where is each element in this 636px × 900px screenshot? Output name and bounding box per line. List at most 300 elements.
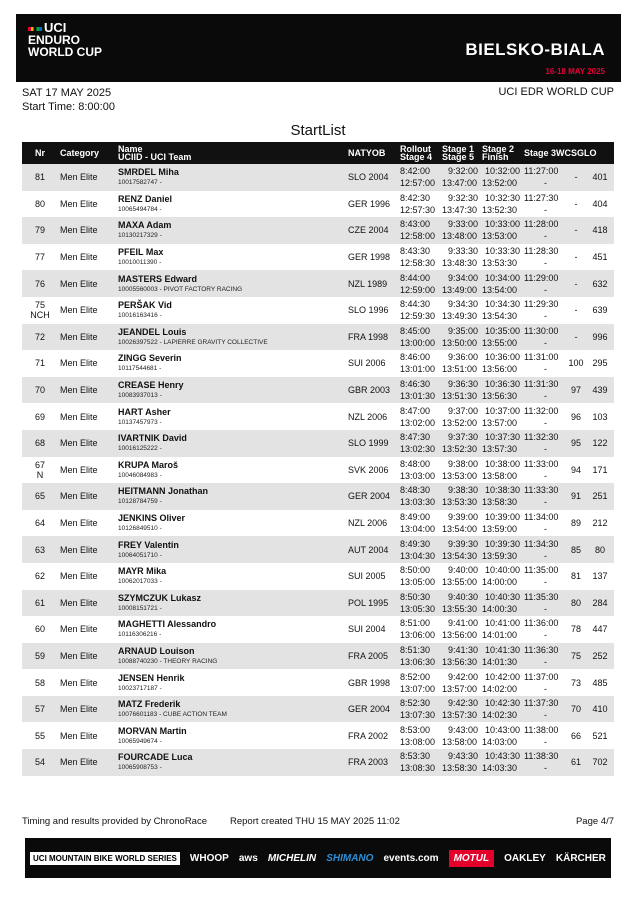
time-stage1: 9:32:00 [447, 166, 478, 177]
stage1-stage5-times [440, 297, 480, 324]
time-finish: 13:54:00 [482, 284, 518, 295]
rollout-stage4-times [398, 643, 440, 670]
rider-category: Men Elite [60, 597, 98, 608]
time-stage5: 13:54:00 [442, 524, 478, 535]
rider-natyob: FRA 2003 [348, 757, 389, 768]
time-stage4: 13:02:30 [400, 444, 436, 455]
time-placeholder: - [544, 710, 547, 721]
time-stage3: 11:37:30 [524, 698, 559, 709]
time-finish: 13:53:30 [482, 258, 518, 269]
footer-page: Page 4/7 [575, 816, 614, 827]
time-stage1: 9:33:00 [447, 219, 478, 230]
uci-rainbow-stripes-icon [28, 27, 42, 31]
table-row [22, 749, 614, 776]
time-stage4: 13:03:00 [400, 470, 436, 481]
wcs-rank: 94 [570, 464, 581, 475]
col-stage1 [440, 142, 480, 164]
time-stage4: 13:08:30 [400, 763, 436, 774]
time-placeholder: - [544, 204, 547, 215]
table-row [22, 722, 614, 749]
rider-name: FOURCADE Luca [118, 752, 193, 763]
rider-name-cell [116, 483, 346, 510]
time-stage5: 13:48:30 [442, 258, 478, 269]
race-date: SAT 17 MAY 2025 [22, 87, 112, 99]
rider-natyob: AUT 2004 [348, 544, 389, 555]
time-stage2: 10:32:30 [484, 192, 520, 203]
rider-uciid-team: 10126849510 - [118, 525, 162, 533]
rider-nr: 63 [34, 544, 45, 555]
table-row [22, 350, 614, 377]
time-finish: 13:56:30 [482, 391, 518, 402]
stage1-stage5-times [440, 722, 480, 749]
time-stage4: 13:03:30 [400, 497, 436, 508]
rider-nr: 57 [34, 704, 45, 715]
time-stage1: 9:36:00 [447, 352, 478, 363]
time-stage3: 11:34:00 [524, 512, 559, 523]
time-stage5: 13:56:30 [442, 656, 478, 667]
table-row [22, 244, 614, 271]
rider-nr: 75 NCH [30, 300, 50, 321]
sponsor-motul: MOTUL [449, 850, 495, 867]
time-stage5: 13:53:30 [442, 497, 478, 508]
time-stage4: 13:04:00 [400, 524, 436, 535]
stage1-stage5-times [440, 270, 480, 297]
time-stage3: 11:32:00 [524, 405, 559, 416]
rollout-stage4-times [398, 244, 440, 271]
time-finish: 13:58:00 [482, 470, 518, 481]
rider-uciid-team: 10010011390 - [118, 259, 162, 267]
header-left [22, 86, 115, 114]
rollout-stage4-times [398, 669, 440, 696]
rider-name-cell [116, 669, 346, 696]
time-rollout: 8:43:00 [400, 219, 431, 230]
wcs-rank: 81 [570, 571, 581, 582]
time-stage5: 13:57:00 [442, 683, 478, 694]
rider-name-cell [116, 403, 346, 430]
stage3-time [522, 457, 566, 484]
stage2-finish-times [480, 191, 522, 218]
rollout-stage4-times [398, 217, 440, 244]
time-rollout: 8:53:00 [400, 724, 431, 735]
time-stage5: 13:52:00 [442, 417, 478, 428]
time-stage3: 11:27:00 [524, 166, 559, 177]
wcs-rank: - [574, 305, 578, 316]
table-row [22, 164, 614, 191]
rider-natyob: SUI 2004 [348, 624, 386, 635]
glo-rank: 295 [592, 358, 608, 369]
time-stage5: 13:55:30 [442, 603, 478, 614]
stage2-finish-times [480, 457, 522, 484]
wcs-rank: - [574, 331, 578, 342]
time-finish: 14:01:00 [482, 630, 518, 641]
time-rollout: 8:45:00 [400, 325, 431, 336]
rollout-stage4-times [398, 536, 440, 563]
wcs-rank: 91 [570, 491, 581, 502]
table-row [22, 643, 614, 670]
rider-name: ARNAUD Louison [118, 645, 195, 656]
stage3-time [522, 669, 566, 696]
stage2-finish-times [480, 164, 522, 191]
time-stage5: 13:47:30 [442, 204, 478, 215]
rider-nr: 62 [34, 571, 45, 582]
glo-rank: 103 [592, 411, 608, 422]
rider-nr: 59 [34, 650, 45, 661]
time-stage1: 9:43:30 [447, 751, 478, 762]
rider-nr: 80 [34, 198, 45, 209]
rider-name: ZINGG Severin [118, 353, 182, 364]
rider-uciid-team: 10016125222 - [118, 445, 162, 453]
time-stage1: 9:40:30 [447, 591, 478, 602]
rider-nr: 54 [34, 757, 45, 768]
stage1-stage5-times [440, 590, 480, 617]
rider-nr: 64 [34, 518, 45, 529]
wcs-rank: - [574, 225, 578, 236]
rider-nr: 79 [34, 225, 45, 236]
rider-uciid-team: 10017582747 - [118, 179, 162, 187]
rider-nr: 58 [34, 677, 45, 688]
time-placeholder: - [544, 630, 547, 641]
event-dates: 16-18 MAY 2025 [545, 67, 605, 76]
time-finish: 13:55:00 [482, 337, 518, 348]
time-stage3: 11:37:00 [524, 671, 559, 682]
table-row [22, 403, 614, 430]
rider-category: Men Elite [60, 491, 98, 502]
rollout-stage4-times [398, 270, 440, 297]
table-row [22, 510, 614, 537]
time-placeholder: - [544, 603, 547, 614]
time-rollout: 8:47:30 [400, 432, 431, 443]
table-row [22, 430, 614, 457]
rider-name-cell [116, 749, 346, 776]
rider-name: HEITMANN Jonathan [118, 486, 208, 497]
time-stage1: 9:34:30 [447, 299, 478, 310]
time-stage3: 11:36:30 [524, 644, 559, 655]
rollout-stage4-times [398, 297, 440, 324]
rider-name-cell [116, 324, 346, 351]
rider-natyob: POL 1995 [348, 597, 389, 608]
time-finish: 13:53:00 [482, 231, 518, 242]
wcs-rank: 73 [570, 677, 581, 688]
sponsor-shimano: SHIMANO [326, 852, 374, 864]
table-row [22, 457, 614, 484]
time-stage2: 10:39:00 [484, 512, 520, 523]
time-stage2: 10:41:00 [484, 618, 520, 629]
col-rollout [398, 142, 440, 164]
wcs-rank: 75 [570, 650, 581, 661]
time-stage2: 10:40:00 [484, 565, 520, 576]
rider-uciid-team: 10128784759 - [118, 498, 162, 506]
time-rollout: 8:53:30 [400, 751, 431, 762]
time-finish: 14:02:30 [482, 710, 518, 721]
time-placeholder: - [544, 550, 547, 561]
rider-natyob: SLO 2004 [348, 172, 389, 183]
rider-category: Men Elite [60, 650, 98, 661]
glo-rank: 122 [592, 438, 608, 449]
stage3-time [522, 403, 566, 430]
time-stage1: 9:41:00 [447, 618, 478, 629]
time-rollout: 8:44:00 [400, 272, 431, 283]
col-stage2-b: Finish [482, 152, 509, 162]
rider-nr: 70 [34, 385, 45, 396]
rider-uciid-team: 10076601183 - CUBE ACTION TEAM [118, 711, 227, 719]
time-stage3: 11:28:00 [524, 219, 559, 230]
stage2-finish-times [480, 616, 522, 643]
rider-nr: 76 [34, 278, 45, 289]
time-stage4: 13:04:30 [400, 550, 436, 561]
stage3-time [522, 643, 566, 670]
time-placeholder: - [544, 736, 547, 747]
time-placeholder: - [544, 364, 547, 375]
time-placeholder: - [544, 683, 547, 694]
rider-uciid-team: 10083937013 - [118, 392, 162, 400]
rider-category: Men Elite [60, 278, 98, 289]
rollout-stage4-times [398, 696, 440, 723]
wcs-rank: 78 [570, 624, 581, 635]
time-finish: 14:01:30 [482, 656, 518, 667]
event-name: BIELSKO-BIALA [465, 40, 605, 59]
time-stage4: 13:07:30 [400, 710, 436, 721]
time-stage5: 13:57:30 [442, 710, 478, 721]
rider-natyob: FRA 2002 [348, 730, 389, 741]
time-stage1: 9:34:00 [447, 272, 478, 283]
wcs-rank: 97 [570, 385, 581, 396]
rider-name-cell [116, 164, 346, 191]
stage2-finish-times [480, 483, 522, 510]
time-stage3: 11:34:30 [524, 538, 559, 549]
wcs-rank: - [574, 198, 578, 209]
time-finish: 13:56:00 [482, 364, 518, 375]
logo-line-uci: UCI [44, 20, 67, 35]
wcs-rank: - [574, 172, 578, 183]
time-stage1: 9:38:00 [447, 458, 478, 469]
time-rollout: 8:50:00 [400, 565, 431, 576]
rollout-stage4-times [398, 191, 440, 218]
time-stage2: 10:42:00 [484, 671, 520, 682]
rider-nr: 65 [34, 491, 45, 502]
table-row [22, 324, 614, 351]
rider-name: KRUPA Maroš [118, 459, 179, 470]
time-stage5: 13:47:00 [442, 178, 478, 189]
rider-name: JENSEN Henrik [118, 672, 185, 683]
rider-natyob: SUI 2005 [348, 571, 386, 582]
time-finish: 14:03:00 [482, 736, 518, 747]
rider-name: CREASE Henry [118, 380, 184, 391]
rider-uciid-team: 10137457973 - [118, 418, 162, 426]
stage2-finish-times [480, 749, 522, 776]
rider-name: MAXA Adam [118, 220, 172, 231]
col-stage1-b: Stage 5 [442, 152, 475, 162]
col-natyob: NATYOB [348, 148, 386, 158]
time-stage5: 13:55:00 [442, 577, 478, 588]
time-stage5: 13:49:30 [442, 311, 478, 322]
time-stage5: 13:50:00 [442, 337, 478, 348]
logo-line-enduro: ENDURO [28, 33, 81, 47]
series-name: UCI EDR WORLD CUP [498, 86, 614, 98]
time-stage3: 11:35:30 [524, 591, 559, 602]
time-rollout: 8:48:00 [400, 458, 431, 469]
time-stage3: 11:27:30 [524, 192, 559, 203]
rider-natyob: CZE 2004 [348, 225, 389, 236]
stage1-stage5-times [440, 536, 480, 563]
stage1-stage5-times [440, 191, 480, 218]
time-stage4: 12:58:30 [400, 258, 436, 269]
time-stage2: 10:38:00 [484, 458, 520, 469]
time-stage2: 10:36:00 [484, 352, 520, 363]
time-placeholder: - [544, 337, 547, 348]
rider-name-cell [116, 563, 346, 590]
wcs-rank: 80 [570, 597, 581, 608]
col-category: Category [60, 148, 100, 158]
rider-uciid-team: 10023717187 - [118, 684, 162, 692]
stage3-time [522, 191, 566, 218]
time-stage5: 13:51:30 [442, 391, 478, 402]
time-stage5: 13:53:00 [442, 470, 478, 481]
time-stage1: 9:33:30 [447, 246, 478, 257]
stage1-stage5-times [440, 377, 480, 404]
rider-category: Men Elite [60, 677, 98, 688]
stage2-finish-times [480, 270, 522, 297]
stage3-time [522, 536, 566, 563]
rider-name: MORVAN Martin [118, 725, 187, 736]
rider-name: RENZ Daniel [118, 193, 173, 204]
rider-name: JEANDEL Louis [118, 326, 187, 337]
rider-nr: 81 [34, 172, 45, 183]
time-placeholder: - [544, 417, 547, 428]
time-stage2: 10:32:00 [484, 166, 520, 177]
time-stage3: 11:31:00 [524, 352, 559, 363]
rider-natyob: SVK 2006 [348, 464, 389, 475]
stage2-finish-times [480, 430, 522, 457]
start-time: Start Time: 8:00:00 [22, 101, 115, 113]
rider-name: MATZ Frederik [118, 699, 181, 710]
rider-category: Men Elite [60, 704, 98, 715]
time-stage4: 13:05:00 [400, 577, 436, 588]
rider-uciid-team: 10062017033 - [118, 578, 162, 586]
time-stage2: 10:35:00 [484, 325, 520, 336]
rider-name: IVARTNIK David [118, 433, 187, 444]
time-stage4: 12:57:00 [400, 178, 436, 189]
rider-name-cell [116, 350, 346, 377]
glo-rank: 418 [592, 225, 608, 236]
time-rollout: 8:49:00 [400, 512, 431, 523]
stage1-stage5-times [440, 217, 480, 244]
time-stage1: 9:42:00 [447, 671, 478, 682]
time-stage3: 11:30:00 [524, 325, 559, 336]
wcs-rank: 89 [570, 518, 581, 529]
glo-rank: 410 [592, 704, 608, 715]
time-stage4: 12:57:30 [400, 204, 436, 215]
rider-name-cell [116, 722, 346, 749]
time-placeholder: - [544, 577, 547, 588]
stage1-stage5-times [440, 669, 480, 696]
stage3-time [522, 616, 566, 643]
stage2-finish-times [480, 324, 522, 351]
rider-name-cell [116, 191, 346, 218]
rider-category: Men Elite [60, 331, 98, 342]
col-name-line2: UCIID - UCI Team [118, 152, 192, 162]
wcs-rank: 66 [570, 730, 581, 741]
page-title: StartList [290, 122, 346, 139]
glo-rank: 137 [592, 571, 608, 582]
time-stage1: 9:38:30 [447, 485, 478, 496]
stage2-finish-times [480, 377, 522, 404]
stage2-finish-times [480, 696, 522, 723]
time-stage3: 11:28:30 [524, 246, 559, 257]
stage1-stage5-times [440, 510, 480, 537]
time-stage3: 11:33:30 [524, 485, 559, 496]
time-stage3: 11:36:00 [524, 618, 559, 629]
table-row [22, 217, 614, 244]
sponsor-oakley: OAKLEY [504, 852, 546, 864]
col-nr: Nr [34, 148, 45, 158]
event-banner [16, 14, 621, 82]
stage3-time [522, 350, 566, 377]
rider-name: PFEIL Max [118, 247, 164, 258]
time-rollout: 8:51:30 [400, 644, 431, 655]
time-stage2: 10:43:30 [484, 751, 520, 762]
time-stage3: 11:38:30 [524, 751, 559, 762]
table-row [22, 270, 614, 297]
rider-category: Men Elite [60, 385, 98, 396]
glo-rank: 639 [592, 305, 608, 316]
rider-name: SZYMCZUK Lukasz [118, 592, 202, 603]
rider-natyob: FRA 2005 [348, 650, 389, 661]
logo-line-world-cup: WORLD CUP [28, 45, 102, 59]
rider-nr: 61 [34, 597, 45, 608]
rider-name-cell [116, 536, 346, 563]
time-stage4: 13:02:00 [400, 417, 436, 428]
rollout-stage4-times [398, 722, 440, 749]
footer-timing: Timing and results provided by ChronoRace [22, 816, 207, 827]
time-stage3: 11:29:30 [524, 299, 559, 310]
rollout-stage4-times [398, 430, 440, 457]
sponsor-events-com: events.com [383, 852, 439, 864]
table-header [22, 142, 614, 164]
rider-nr: 77 [34, 252, 45, 263]
rider-name: JENKINS Oliver [118, 513, 186, 524]
stage3-time [522, 324, 566, 351]
time-placeholder: - [544, 524, 547, 535]
time-stage5: 13:58:00 [442, 736, 478, 747]
time-stage1: 9:41:30 [447, 644, 478, 655]
glo-rank: 171 [592, 464, 608, 475]
time-stage3: 11:33:00 [524, 458, 559, 469]
time-stage2: 10:34:30 [484, 299, 520, 310]
glo-rank: 439 [592, 385, 608, 396]
sponsor-karcher: KÄRCHER [555, 852, 606, 864]
time-stage5: 13:49:00 [442, 284, 478, 295]
stage1-stage5-times [440, 616, 480, 643]
rider-natyob: NZL 1989 [348, 278, 388, 289]
time-stage1: 9:37:30 [447, 432, 478, 443]
glo-rank: 702 [592, 757, 608, 768]
rider-uciid-team: 10026397522 - LAPIERRE GRAVITY COLLECTIVE [118, 338, 268, 346]
table-row [22, 590, 614, 617]
wcs-rank: 61 [570, 757, 581, 768]
time-finish: 13:59:30 [482, 550, 518, 561]
wcs-rank: 95 [570, 438, 581, 449]
time-finish: 13:59:00 [482, 524, 518, 535]
stage1-stage5-times [440, 643, 480, 670]
wcs-rank: 85 [570, 544, 581, 555]
col-stage1-a: Stage 1 [442, 144, 475, 154]
time-rollout: 8:46:30 [400, 379, 431, 390]
stage3-time [522, 297, 566, 324]
rider-nr: 69 [34, 411, 45, 422]
time-finish: 13:54:30 [482, 311, 518, 322]
time-stage4: 12:58:00 [400, 231, 436, 242]
stage3-time [522, 430, 566, 457]
